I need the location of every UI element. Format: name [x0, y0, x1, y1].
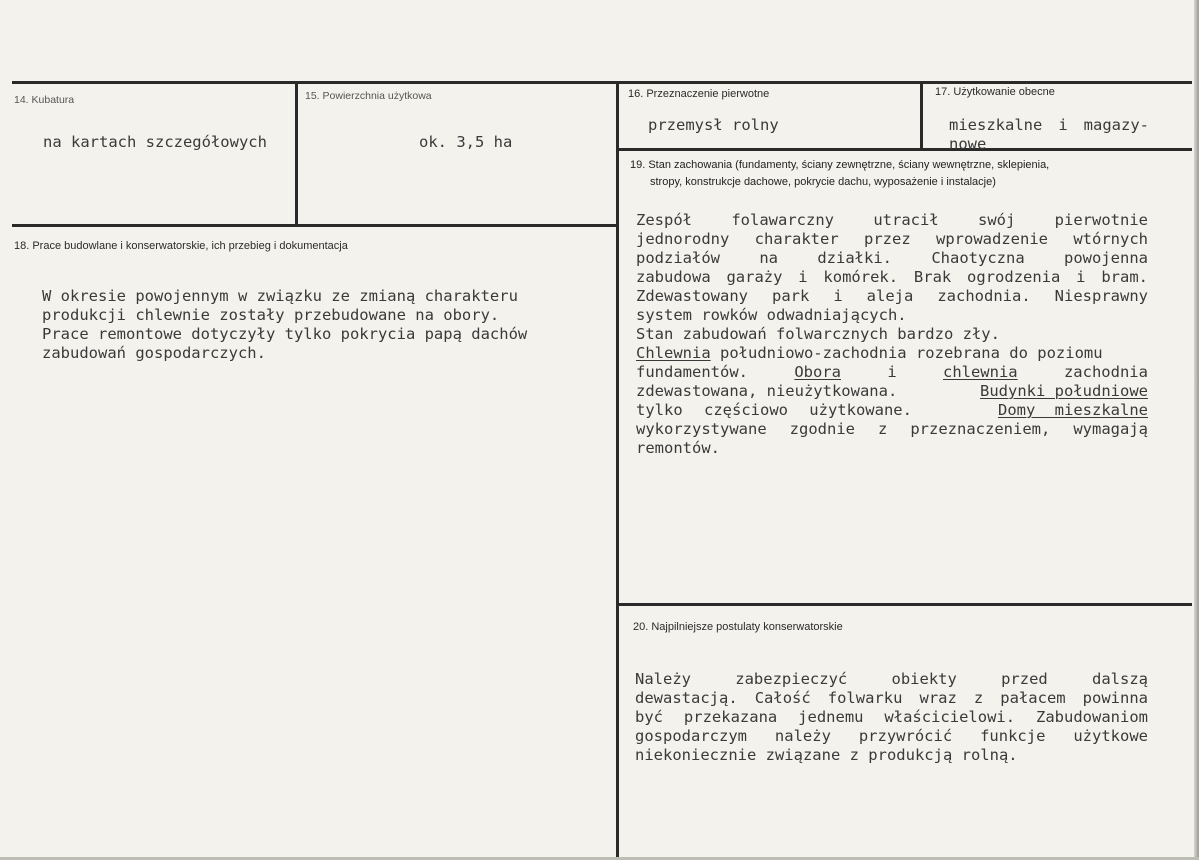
- field-19-line-7: Stan zabudowań folwarcznych bardzo zły.: [636, 325, 1000, 343]
- underlined-domy-mieszkalne: Domy mieszkalne: [998, 401, 1148, 419]
- underlined-budynki-poludniowe: Budynki południowe: [980, 382, 1148, 400]
- field-19-line-10-a: zdewastowana, nieużytkowana.: [636, 382, 907, 400]
- field-17-value-line-2: nowe: [949, 135, 987, 151]
- field-20-line-5: niekoniecznie związane z produkcją rolną.: [635, 746, 1018, 764]
- field-19-text: [636, 211, 1148, 458]
- field-16-value: przemysł rolny: [648, 116, 779, 134]
- underlined-obora: Obora: [794, 363, 841, 381]
- field-19-line-12: wykorzystywane zgodnie z przeznaczeniem, wymagają: [636, 420, 1148, 438]
- field-19-line-2: jednorodny charakter przez wprowadzenie wtórnych: [636, 230, 1148, 248]
- divider-14-15: [295, 82, 298, 227]
- field-20-line-4: gospodarczym należy przywrócić funkcje użytkowe: [635, 727, 1148, 745]
- field-19-line-8-rest: południowo-zachodnia rozebrana do poziomu: [710, 344, 1103, 362]
- field-19-line-3: podziałów na działki. Chaotyczna powojenna: [636, 249, 1148, 267]
- field-18-line-1: W okresie powojennym w związku ze zmianą charakteru: [42, 287, 518, 305]
- field-19-line-4: zabudowa garaży i komórek. Brak ogrodzenia i bram.: [636, 268, 1148, 286]
- field-20-line-3: być przekazana jednemu właścicielowi. Zabudowaniom: [635, 708, 1148, 726]
- rule-above-20: [617, 603, 1192, 606]
- field-20-line-1: Należy zabezpieczyć obiekty przed dalszą: [635, 670, 1148, 688]
- field-17-value: [949, 116, 1149, 151]
- field-16-label: 16. Przeznaczenie pierwotne: [628, 88, 770, 100]
- scan-edge-right: [1194, 0, 1199, 860]
- field-18-text: [42, 287, 582, 363]
- underlined-chlewnia-zachodnia: chlewnia: [942, 363, 1018, 381]
- field-20-text: [635, 670, 1148, 765]
- field-15-value: ok. 3,5 ha: [419, 133, 513, 151]
- rule-under-14-15: [12, 224, 617, 227]
- top-rule: [12, 81, 1192, 84]
- field-20-label: 20. Najpilniejsze postulaty konserwatorskie: [633, 621, 843, 633]
- field-14-label: 14. Kubatura: [14, 94, 75, 106]
- field-19-line-11-a: tylko częściowo użytkowane.: [636, 401, 912, 419]
- field-18-line-2: produkcji chlewnie zostały przebudowane na obory.: [42, 306, 500, 324]
- field-19-line-9-i: i: [887, 363, 897, 381]
- divider-16-17: [920, 82, 923, 150]
- field-18-line-3: Prace remontowe dotyczyły tylko pokrycia papą dachów: [42, 325, 528, 343]
- field-19-line-1: Zespół folawarczny utracił swój pierwotnie: [636, 211, 1148, 229]
- field-19-label-line-2: stropy, konstrukcje dachowe, pokrycie dachu, wyposażenie i instalacje): [650, 176, 996, 188]
- field-19-line-10: [636, 382, 1148, 401]
- field-19-label-line-1: 19. Stan zachowania (fundamenty, ściany zewnętrzne, ściany wewnętrzne, sklepienia,: [630, 159, 1050, 171]
- field-19-line-9: [636, 363, 1148, 382]
- field-19-line-6: system rowków odwadniających.: [636, 306, 907, 324]
- underlined-chlewnia: Chlewnia: [636, 344, 711, 362]
- field-17-label: 17. Użytkowanie obecne: [935, 86, 1055, 98]
- field-14-value: na kartach szczegółowych: [43, 133, 267, 151]
- field-17-value-line-1: mieszkalne i magazy-: [949, 116, 1149, 134]
- field-20-line-2: dewastacją. Całość folwarku wraz z pałacem powinna: [635, 689, 1148, 707]
- divider-main: [616, 82, 619, 860]
- field-19-line-5: Zdewastowany park i aleja zachodnia. Niesprawny: [636, 287, 1148, 305]
- field-15-label: 15. Powierzchnia użytkowa: [305, 90, 432, 102]
- field-18-line-4: zabudowań gospodarczych.: [42, 344, 266, 362]
- field-19-line-9-a: fundamentów.: [636, 363, 748, 381]
- field-19-line-9-b: zachodnia: [1063, 363, 1148, 381]
- field-19-line-8: [636, 344, 1148, 363]
- field-19-line-11: [636, 401, 1148, 420]
- field-18-label: 18. Prace budowlane i konserwatorskie, ich przebieg i dokumentacja: [14, 240, 348, 252]
- field-19-line-13: remontów.: [636, 439, 720, 457]
- field-19-label: [630, 157, 1170, 191]
